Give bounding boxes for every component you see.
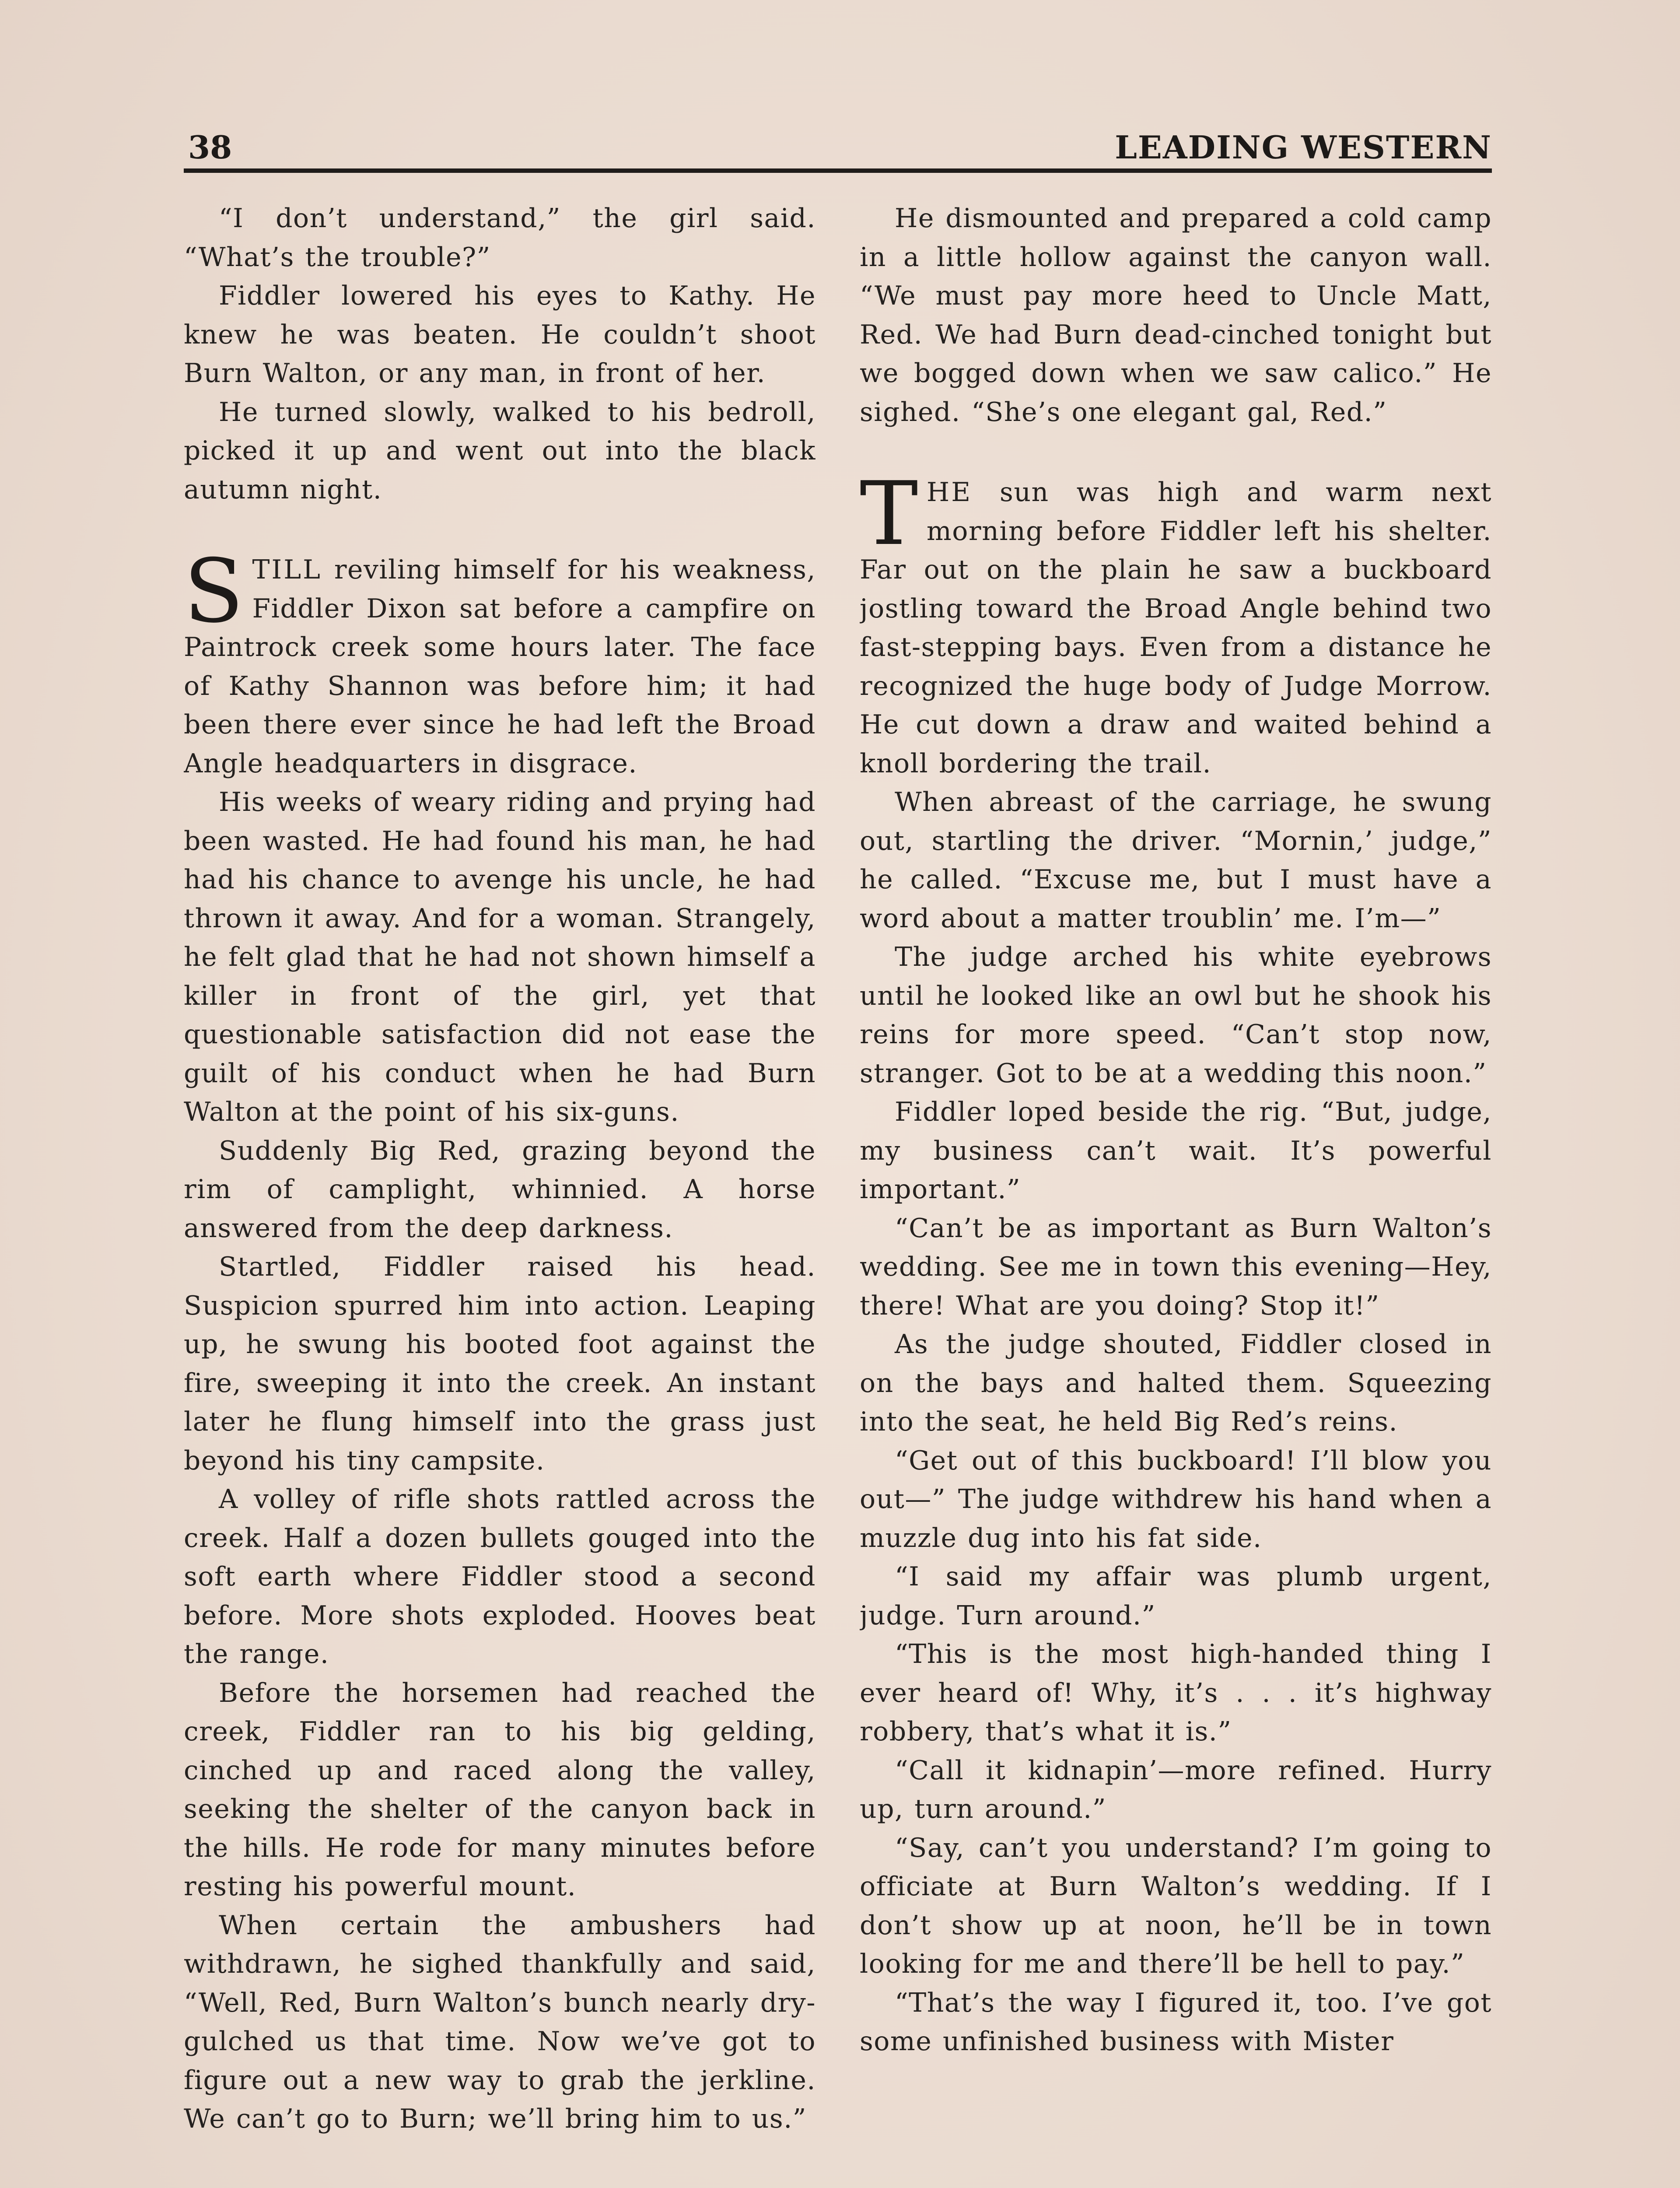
paragraph: When certain the ambushers had withdrawn, he sighed thankfully and said, “Well, Red, Burn Walton’s bunch nearly dry-gulched us that time. Now we’ve got to figure out a new way to grab the jerkline. We can’t go to Burn; we’ll bring him to us.” [184, 1910, 816, 2134]
paragraph: A volley of rifle shots rattled across the creek. Half a dozen bullets gouged into the soft earth where Fiddler stood a second before. More shots exploded. Hooves beat the range. [184, 1484, 816, 1669]
lead-word: TILL [252, 554, 322, 585]
lead-word: HE [926, 477, 973, 508]
section-start-paragraph [184, 540, 816, 783]
drop-cap: S [184, 540, 245, 642]
paragraph: Fiddler loped beside the rig. “But, judge, my business can’t wait. It’s powerful important.” [860, 1097, 1492, 1205]
paragraph: “Get out of this buckboard! I’ll blow you out—” The judge withdrew his hand when a muzzle dug into his fat side. [860, 1445, 1492, 1553]
page-number: 38 [188, 129, 232, 166]
paragraph: “I don’t understand,” the girl said. “What’s the trouble?” [184, 203, 816, 273]
paragraph: When abreast of the carriage, he swung out, startling the driver. “Mornin,’ judge,” he called. “Excuse me, but I must have a word about a matter troublin’ me. I’m—” [860, 787, 1492, 934]
right-column [860, 199, 1492, 2188]
drop-cap: T [860, 463, 919, 565]
paragraph: Fiddler lowered his eyes to Kathy. He knew he was beaten. He couldn’t shoot Burn Walton, or any man, in front of her. [184, 281, 816, 389]
paragraph: Startled, Fiddler raised his head. Suspicion spurred him into action. Leaping up, he swung his booted foot against the fire, sweeping it into the creek. An instant later he flung himself into the grass just beyond his tiny campsite. [184, 1252, 816, 1476]
paragraph: He dismounted and prepared a cold camp in a little hollow against the canyon wall. “We must pay more heed to Uncle Matt, Red. We had Burn dead-cinched tonight but we bogged down when we saw calico.” He sighed. “She’s one elegant gal, Red.” [860, 203, 1492, 428]
header-rule [184, 168, 1492, 173]
paragraph: “That’s the way I figured it, too. I’ve got some unfinished business with Mister [860, 1987, 1492, 2057]
left-column [184, 199, 816, 2188]
paragraph: “Can’t be as important as Burn Walton’s wedding. See me in town this evening—Hey, there! What are you doing? Stop it!” [860, 1213, 1492, 1321]
paragraph: His weeks of weary riding and prying had been wasted. He had found his man, he had had his chance to avenge his uncle, he had thrown it away. And for a woman. Strangely, he felt glad that he had not shown himself a killer in front of the girl, yet that questionable satisfaction did not ease the guilt of his conduct when he had Burn Walton at the point of his six-guns. [184, 787, 816, 1127]
paragraph: The judge arched his white eyebrows until he looked like an owl but he shook his reins for more speed. “Can’t stop now, stranger. Got to be at a wedding this noon.” [860, 942, 1492, 1089]
page-header [188, 123, 1492, 172]
paragraph: “Say, can’t you understand? I’m going to officiate at Burn Walton’s wedding. If I don’t show up at noon, he’ll be in town looking for me and there’ll be hell to pay.” [860, 1832, 1492, 1979]
section-text: sun was high and warm next morning before Fiddler left his shelter. Far out on the plain he saw a buckboard jostling toward the Broad Angle behind two fast-stepping bays. Even from a distance he recognized the huge body of Judge Morrow. He cut down a draw and waited behind a knoll bordering the trail. [860, 477, 1492, 779]
section-start-paragraph [860, 463, 1492, 783]
paragraph: Suddenly Big Red, grazing beyond the rim of camplight, whinnied. A horse answered from the deep darkness. [184, 1135, 816, 1244]
paragraph: Before the horsemen had reached the creek, Fiddler ran to his big gelding, cinched up and raced along the valley, seeking the shelter of the canyon back in the hills. He rode for many minutes before resting his powerful mount. [184, 1677, 816, 1902]
paragraph: As the judge shouted, Fiddler closed in on the bays and halted them. Squeezing into the seat, he held Big Red’s reins. [860, 1329, 1492, 1437]
paragraph: “Call it kidnapin’—more refined. Hurry up, turn around.” [860, 1755, 1492, 1824]
section-text: reviling himself for his weakness, Fiddler Dixon sat before a campfire on Paintrock creek some hours later. The face of Kathy Shannon was before him; it had been there ever since he had left the Broad Angle headquarters in disgrace. [184, 554, 816, 779]
paragraph: He turned slowly, walked to his bedroll, picked it up and went out into the black autumn night. [184, 396, 816, 505]
running-head: LEADING WESTERN [1115, 129, 1492, 166]
paragraph: “I said my affair was plumb urgent, judge. Turn around.” [860, 1561, 1492, 1631]
paragraph: “This is the most high-handed thing I ever heard of! Why, it’s . . . it’s highway robbery, that’s what it is.” [860, 1639, 1492, 1747]
